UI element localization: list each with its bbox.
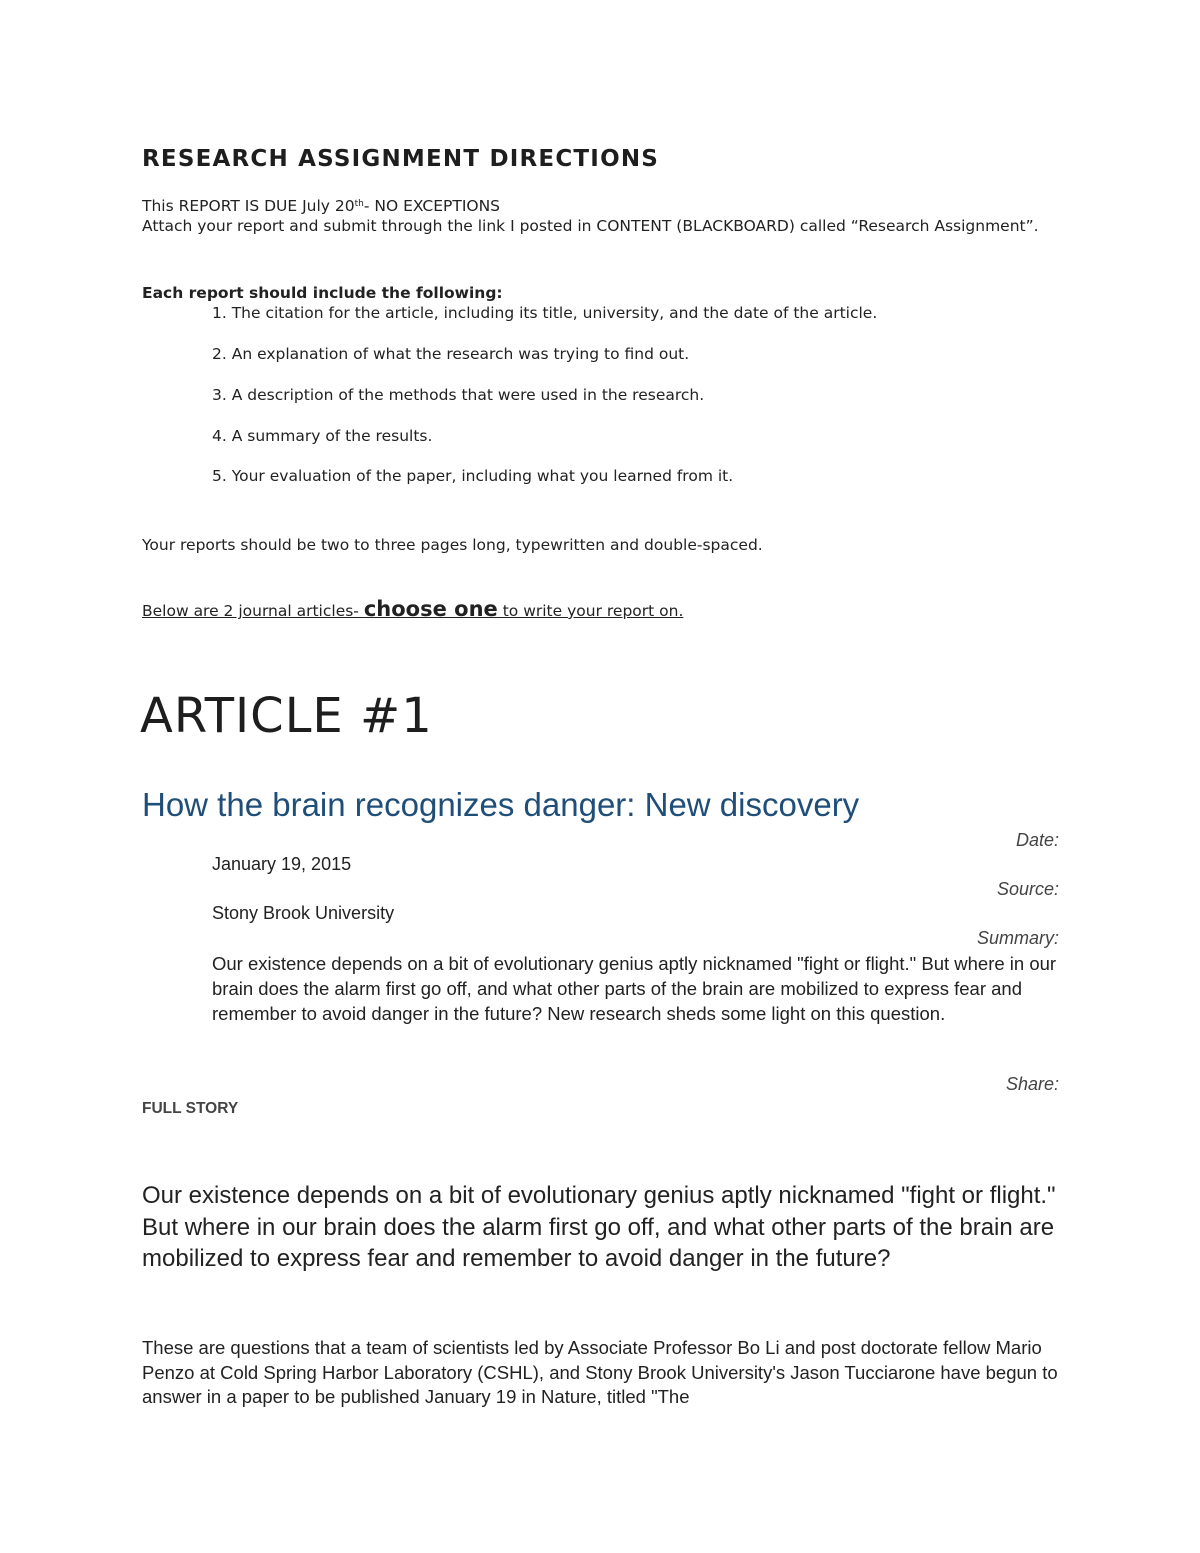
share-label: Share: [1005,1074,1059,1094]
length-requirement: Your reports should be two to three pages long, typewritten and double-spaced. [142,536,763,554]
summary-label: Summary: [976,928,1059,948]
requirement-item: 2. An explanation of what the research was trying to find out. [212,345,690,363]
body-paragraph: These are questions that a team of scientists led by Associate Professor Bo Li and post doctorate fellow Mario Penzo at Cold Spring Harbor Laboratory (CSHL), and Stony Brook University's Jason Tucciarone have begun to answer in a paper to be published January 19 in Nature, titled "The [142,1337,1058,1407]
full-story-label: FULL STORY [142,1100,239,1117]
choose-prefix: Below are 2 journal articles- [142,602,364,620]
article-title: How the brain recognizes danger: New discovery [142,786,860,823]
requirement-item: 3. A description of the methods that were used in the research. [212,386,705,404]
requirements-heading: Each report should include the following: [142,284,503,302]
date-value: January 19, 2015 [212,854,352,874]
requirement-item: 1. The citation for the article, including its title, university, and the date of the article. [212,304,878,322]
lead-paragraph: Our existence depends on a bit of evolutionary genius aptly nicknamed "fight or flight." But where in our brain does the alarm first go off, and what other parts of the brain are mobilized to express fear and remember to avoid danger in the future? [142,1182,1056,1272]
date-label: Date: [1015,830,1059,850]
due-date-text: This REPORT IS DUE July 20 [142,197,355,215]
requirement-item: 4. A summary of the results. [212,427,433,445]
choose-emphasis: choose one [363,597,498,621]
requirement-item: 5. Your evaluation of the paper, including what you learned from it. [212,467,734,485]
source-label: Source: [996,879,1059,899]
choose-article-instruction [142,597,683,621]
due-date-line [142,196,500,216]
submission-instructions: Attach your report and submit through the link I posted in CONTENT (BLACKBOARD) called “Research Assignment”. [142,217,1039,235]
source-value: Stony Brook University [212,903,395,923]
due-date-ordinal: th [354,199,364,209]
article-heading: ARTICLE #1 [140,688,433,744]
choose-suffix: to write your report on. [497,602,684,620]
due-date-exceptions: - NO EXCEPTIONS [363,197,501,215]
summary-text: Our existence depends on a bit of evolutionary genius aptly nicknamed "fight or flight." But where in our brain does the alarm first go off, and what other parts of the brain are mobilized to express fear and remember to avoid danger in the future? New research sheds some light on this question. [212,953,1057,1024]
page-title: RESEARCH ASSIGNMENT DIRECTIONS [142,146,660,172]
